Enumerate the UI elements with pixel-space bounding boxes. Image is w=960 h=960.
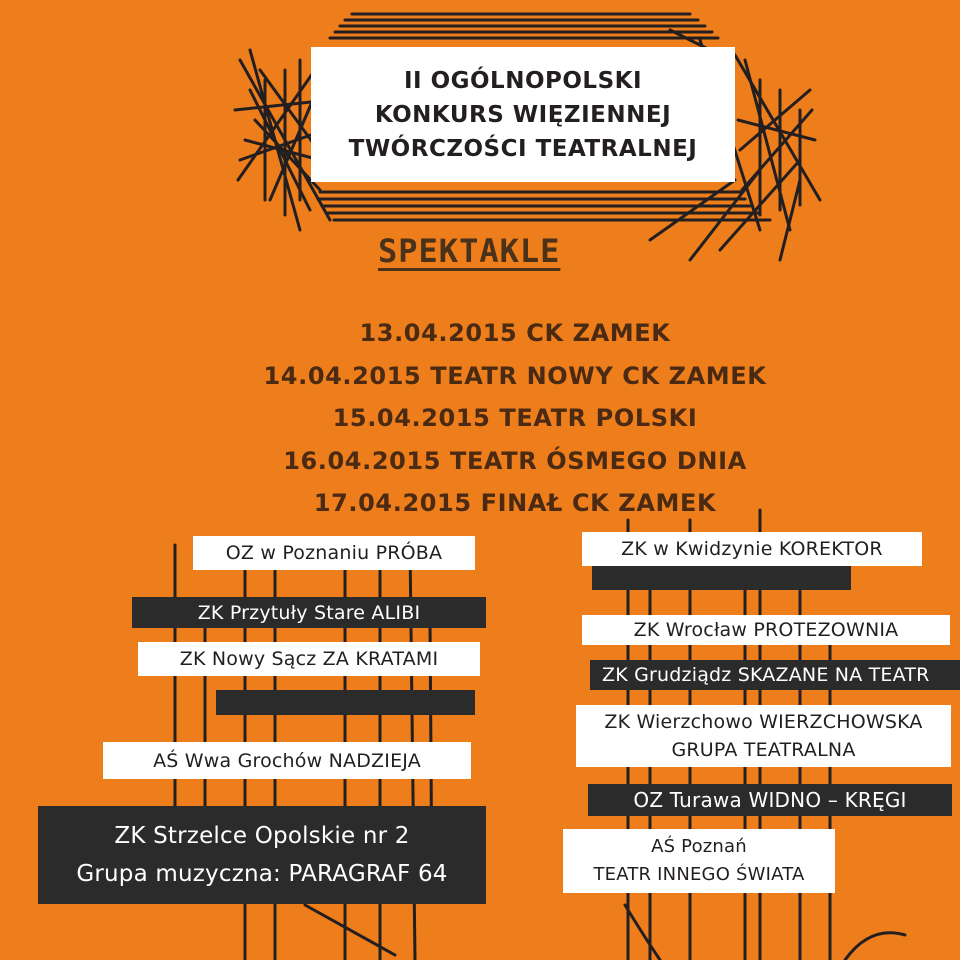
group-label-line: ZK Wierzchowo WIERZCHOWSKA xyxy=(604,711,923,733)
group-label: ZK Wrocław PROTEZOWNIA xyxy=(582,615,950,645)
date-item: 15.04.2015 TEATR POLSKI xyxy=(332,404,698,432)
date-item: 13.04.2015 CK ZAMEK xyxy=(359,319,671,347)
group-label: AŚ Wwa Grochów NADZIEJA xyxy=(103,742,471,779)
group-label xyxy=(576,705,951,767)
black-bar xyxy=(216,690,475,715)
black-bar xyxy=(592,566,851,590)
group-label xyxy=(38,806,486,904)
group-label xyxy=(563,829,835,893)
group-label-line: GRUPA TEATRALNA xyxy=(671,739,856,761)
group-label: ZK Grudziądz SKAZANE NA TEATR xyxy=(590,660,960,690)
title-line-1: II OGÓLNOPOLSKI xyxy=(403,67,643,94)
group-label: ZK Przytuły Stare ALIBI xyxy=(132,597,486,628)
section-heading: SPEKTAKLE xyxy=(378,232,561,270)
group-label: ZK w Kwidzynie KOREKTOR xyxy=(582,532,922,566)
date-list xyxy=(200,312,830,525)
group-label: OZ Turawa WIDNO – KRĘGI xyxy=(588,784,952,816)
group-label: ZK Nowy Sącz ZA KRATAMI xyxy=(138,642,480,676)
group-label: OZ w Poznaniu PRÓBA xyxy=(193,536,475,570)
group-label-line: TEATR INNEGO ŚWIATA xyxy=(593,864,805,885)
date-item: 14.04.2015 TEATR NOWY CK ZAMEK xyxy=(263,361,767,390)
date-item: 16.04.2015 TEATR ÓSMEGO DNIA xyxy=(283,446,747,475)
group-label-line: ZK Strzelce Opolskie nr 2 xyxy=(114,823,410,849)
title-line-2: KONKURS WIĘZIENNEJ xyxy=(374,101,672,128)
date-item: 17.04.2015 FINAŁ CK ZAMEK xyxy=(313,489,717,517)
title-line-3: TWÓRCZOŚCI TEATRALNEJ xyxy=(348,135,698,162)
group-label-line: Grupa muzyczna: PARAGRAF 64 xyxy=(76,861,448,887)
group-label-line: AŚ Poznań xyxy=(651,836,747,857)
poster-title-box xyxy=(311,47,735,182)
